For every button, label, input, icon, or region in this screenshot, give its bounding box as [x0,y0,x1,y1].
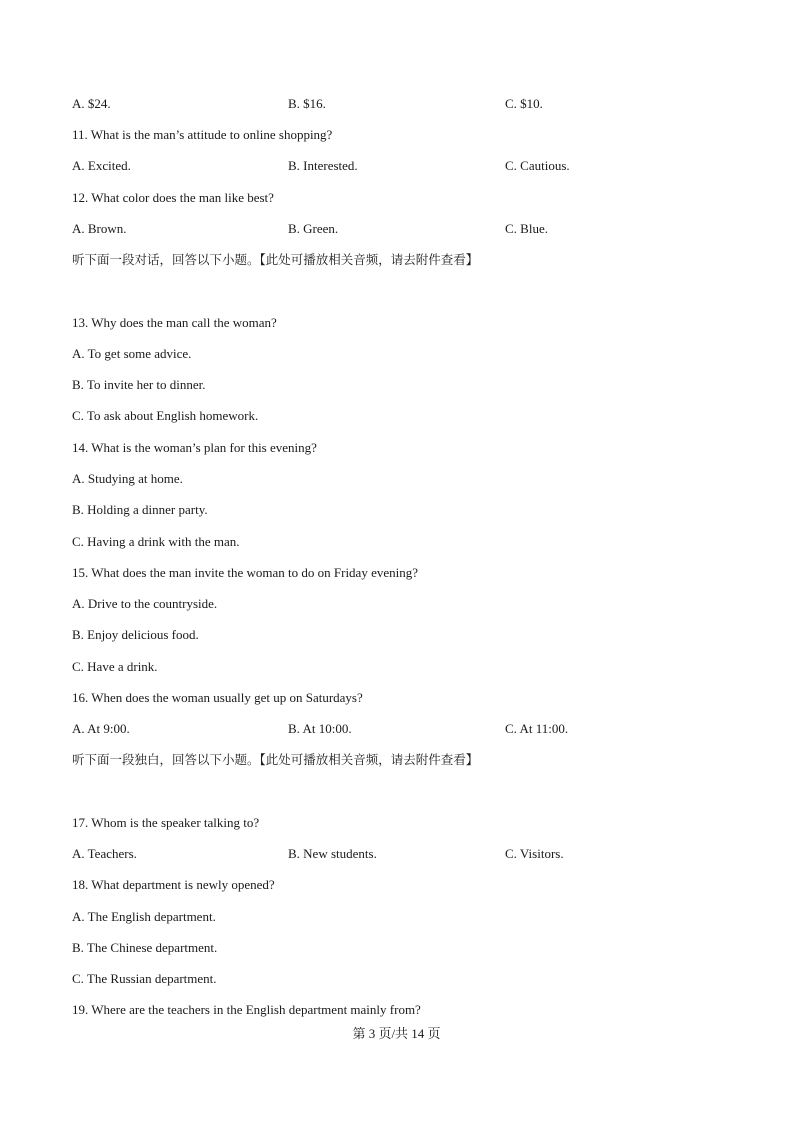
q18-option-b: B. The Chinese department. [72,940,218,955]
page-number-footer: 第 3 页/共 14 页 [352,1026,441,1041]
q12-option-a: A. Brown. [72,221,127,236]
listening-directive-monologue: 听下面一段独白，回答以下小题。【此处可播放相关音频，请去附件查看】 [72,752,479,767]
q13-option-a: A. To get some advice. [72,346,192,361]
q14-option-b: B. Holding a dinner party. [72,502,208,517]
q14-option-a: A. Studying at home. [72,471,183,486]
q18-question: 18. What department is newly opened? [72,877,275,892]
q19-question: 19. Where are the teachers in the English department mainly from? [72,1002,421,1017]
q13-option-c: C. To ask about English homework. [72,408,259,423]
q15-option-b: B. Enjoy delicious food. [72,627,199,642]
q18-option-c: C. The Russian department. [72,971,217,986]
q12-option-b: B. Green. [288,221,339,236]
q11-question: 11. What is the man’s attitude to online shopping? [72,127,333,142]
q16-option-b: B. At 10:00. [288,721,352,736]
q18-option-a: A. The English department. [72,909,216,924]
q14-option-c: C. Having a drink with the man. [72,534,240,549]
q11-option-a: A. Excited. [72,158,131,173]
q10-option-c: C. $10. [505,96,543,111]
q11-option-b: B. Interested. [288,158,358,173]
q14-question: 14. What is the woman’s plan for this evening? [72,440,317,455]
q17-option-c: C. Visitors. [505,846,564,861]
q13-question: 13. Why does the man call the woman? [72,315,277,330]
q12-option-c: C. Blue. [505,221,548,236]
q11-option-c: C. Cautious. [505,158,570,173]
q17-option-b: B. New students. [288,846,377,861]
q16-option-a: A. At 9:00. [72,721,130,736]
listening-directive-dialogue: 听下面一段对话，回答以下小题。【此处可播放相关音频，请去附件查看】 [72,252,479,267]
q15-option-c: C. Have a drink. [72,659,158,674]
q10-option-a: A. $24. [72,96,111,111]
q15-option-a: A. Drive to the countryside. [72,596,218,611]
q10-option-b: B. $16. [288,96,326,111]
q12-question: 12. What color does the man like best? [72,190,274,205]
q16-option-c: C. At 11:00. [505,721,569,736]
q17-option-a: A. Teachers. [72,846,137,861]
q13-option-b: B. To invite her to dinner. [72,377,206,392]
q17-question: 17. Whom is the speaker talking to? [72,815,260,830]
q16-question: 16. When does the woman usually get up on Saturdays? [72,690,363,705]
q15-question: 15. What does the man invite the woman to do on Friday evening? [72,565,418,580]
